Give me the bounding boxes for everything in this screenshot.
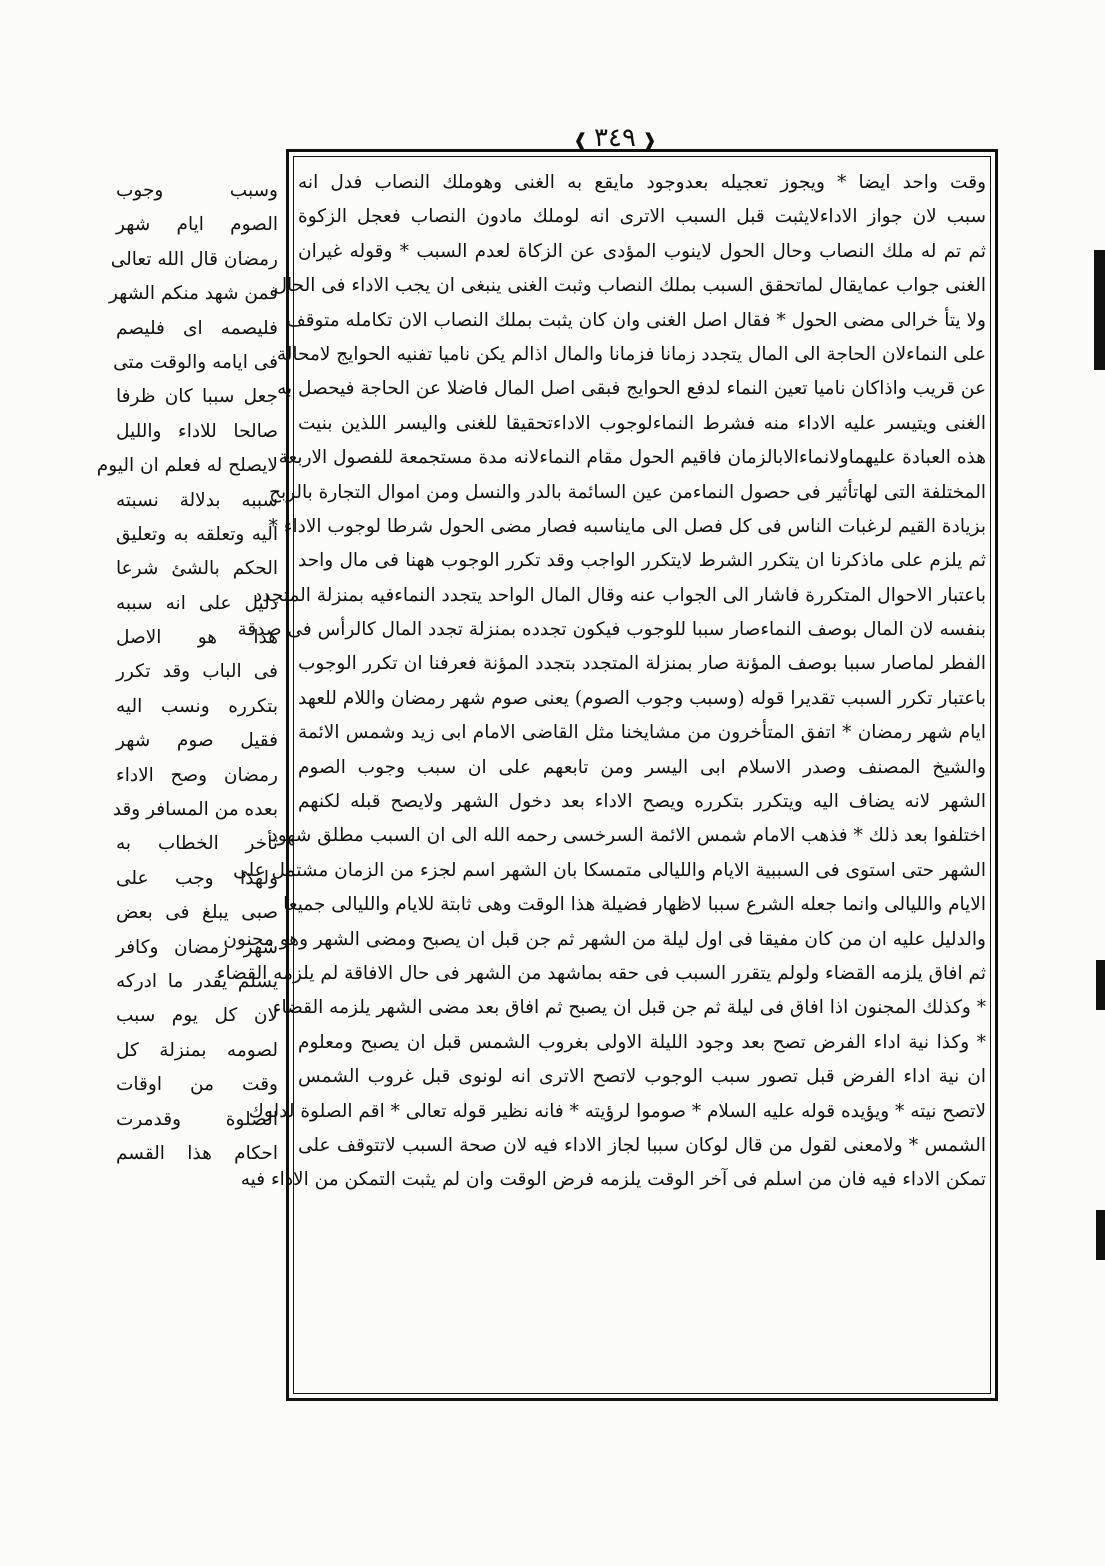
main-text-line: الشهر حتى استوى فى السببية الايام والليالى متمسكا بان الشهر اسم لجزء من الزمان مشتمل على [233, 859, 986, 881]
margin-text-line: دليل على انه سببه [116, 592, 278, 614]
main-text-line: بزيادة القيم لرغبات الناس فى كل فصل الى مايناسبه فصار مضى الحول شرطا لوجوب الاداء * [268, 515, 986, 537]
main-text-line: عن قريب واذاكان ناميا تعين النماء لدفع الحوايج فبقى اصل المال فاضلا عن الحاجة فيحصل به [277, 378, 986, 400]
main-text-line: وقت واحد ايضا * ويجوز تعجيله بعدوجود مايقع به الغنى وهوملك النصاب فدل انه [298, 172, 986, 193]
main-text-line: ثم افاق يلزمه القضاء ولولم يتقرر السبب فى حقه بماشهد من الشهر فى حال الافاقة لم يلزمه القضاء [216, 962, 986, 984]
main-text-line: باعتبار الاحوال المتكررة فاشار الى الجواب عنه وقال المال الواحد يتجدد النماءفيه بمنزلة المتجدد [253, 584, 986, 606]
ornament-right: ❱ [641, 130, 658, 151]
margin-text-line: فى ايامه والوقت متى [113, 351, 278, 373]
edge-mark-middle [1096, 960, 1105, 1010]
main-text-line: الايام والليالى وانما جعله الشرع سببا لاظهار فضيلة هذا الوقت وهى ثابتة للايام والليالى جميعا [283, 894, 986, 916]
main-text-block [216, 166, 987, 1396]
main-text-line: * وكذلك المجنون اذا افاق فى ليلة ثم جن قبل ان يصبح ثم افاق بعد مضى الشهر يلزمه القضاء [272, 997, 986, 1019]
margin-text-line: وقت من اوقات [116, 1074, 278, 1096]
edge-mark-bottom [1096, 1210, 1105, 1260]
margin-text-line: صبى يبلغ فى بعض [116, 902, 278, 924]
main-text-line: الفطر لماصار سببا بوصف المؤنة صار بمنزلة المتجدد بتجدد المؤنة فعرفنا ان تكرر الوجوب [298, 653, 986, 675]
main-text-line: * وكذا نية اداء الفرض تصح بعد وجود الليلة الاولى بغروب الشمس قبل ان يصبح ومعلوم [298, 1031, 986, 1053]
margin-text-line: جعل سببا كان ظرفا [116, 386, 278, 408]
main-text-line: اختلفوا بعد ذلك * فذهب الامام شمس الائمة السرخسى رحمه الله الى ان السبب مطلق شهود [269, 825, 986, 847]
page-number-text: ٣٤٩ [594, 123, 636, 153]
main-text-line: والشيخ المصنف وصدر الاسلام ابى اليسر ومن تابعهم على ان سبب وجوب الصوم [298, 756, 986, 778]
margin-text-line: يسلم يقدر ما ادركه [116, 970, 278, 992]
margin-commentary [96, 174, 278, 1374]
main-text-line: ثم يلزم على ماذكرنا ان يتكرر الشرط لايتكرر الواجب وقد تكرر الوجوب ههنا فى مال واحد [298, 550, 986, 572]
ornament-left: ❰ [572, 130, 589, 151]
margin-text-line: فقيل صوم شهر [116, 730, 278, 752]
main-text-line: الغنى ويتيسر عليه الاداء منه فشرط النماءلوجوب الاداءتحقيقا للغنى واليسر اللذين بنيت [298, 412, 986, 434]
main-text-line: سبب لان جواز الاداءلايثبت قبل السبب الاترى انه لوملك مادون النصاب فعجل الزكوة [298, 206, 986, 228]
main-text-line: بنفسه لان المال بوصف النماءصار سببا للوجوب فيكون تجدده بمنزلة تجدد المال كالرأس فى صدقة [237, 619, 986, 641]
margin-text-line: فى الباب وقد تكرر [116, 661, 278, 683]
margin-text-line: فليصمه اى فليصم [116, 317, 278, 339]
main-text-line: لاتصح نيته * ويؤيده قوله عليه السلام * صوموا لرؤيته * فانه نظير قوله تعالى * اقم الصلوة لدلوك [248, 1100, 986, 1122]
margin-text-line: ولهذا وجب على [116, 867, 278, 889]
main-text-line: الشمس * ولامعنى لقول من قال لوكان سببا لجاز الاداء فيه لان صحة السبب لاتتوقف على [298, 1134, 987, 1156]
margin-text-line: سببه بدلالة نسبته [116, 489, 278, 511]
margin-text-line: لصومه بمنزلة كل [116, 1039, 278, 1061]
margin-text-line: شهر رمضان وكافر [116, 936, 278, 958]
margin-text-line: الحكم بالشئ شرعا [116, 558, 278, 580]
main-text-line: باعتبار تكرر السبب تقديرا قوله (وسبب وجوب الصوم) يعنى صوم شهر رمضان واللام للعهد [298, 687, 986, 709]
main-text-line: على النماءلان الحاجة الى المال يتجدد زمانا فزمانا والمال اذالم يكن ناميا تفنيه الحوايج لامحالة [276, 343, 986, 365]
margin-text-line: رمضان قال الله تعالى [110, 248, 278, 270]
margin-text-line: فمن شهد منكم الشهر [108, 283, 278, 305]
margin-text-line: احكام هذا القسم [116, 1142, 278, 1164]
main-text-line: الغنى جواب عمايقال لماتحقق السبب بملك النصاب وثبت الغنى ينبغى ان يجب الاداء فى الحال [273, 275, 986, 297]
margin-text-line: وسبب وجوب [116, 180, 278, 201]
main-text-line: ايام شهر رمضان * اتفق المتأخرون من مشايخنا مثل القاضى الامام ابى زيد وشمس الائمة [298, 722, 986, 744]
main-text-line: ان نية اداء الفرض قبل تصور سبب الوجوب لاتصح الاترى انه لونوى قبل غروب الشمس [298, 1066, 986, 1088]
margin-text-line: بعده من المسافر وقد [112, 799, 278, 821]
margin-text-line: صالحا للاداء والليل [116, 420, 278, 442]
main-text-line: ولا يتأ خرالى مضى الحول * فقال اصل الغنى وان كان يثبت بملك النصاب الان تكامله متوقف [286, 309, 986, 331]
main-text-line: تمكن الاداء فيه فان من اسلم فى آخر الوقت يلزمه فرض الوقت وان لم يثبت التمكن من الاداء فيه [240, 1169, 986, 1191]
margin-text-line: الصلوة وقدمرت [116, 1108, 278, 1130]
main-text-line: ثم تم له ملك النصاب وحال الحول لاينوب المؤدى عن الزكاة لعدم السبب * وقوله غيران [298, 240, 986, 262]
main-text-line: المختلفة التى لهاتأثير فى حصول النماءمن عين السائمة بالدر والنسل ومن اموال التجارة بالربح [269, 481, 986, 503]
margin-text-line: رمضان وصح الاداء [116, 764, 278, 786]
main-text-line: والدليل عليه ان من كان مفيقا فى اول ليلة من الشهر ثم جن قبل ان يصبح ومضى الشهر وهو مجنون [223, 928, 986, 950]
margin-text-line: لان كل يوم سبب [116, 1005, 278, 1027]
margin-text-line: لايصلح له فعلم ان اليوم [96, 455, 278, 477]
main-text-line: الشهر لانه يضاف اليه ويتكرر بتكرره ويصح الاداء بعد دخول الشهر ولايصح قبله لكنهم [298, 791, 986, 813]
margin-text-line: الصوم ايام شهر [116, 214, 278, 236]
margin-text-line: اليه وتعلقه به وتعليق [116, 523, 278, 545]
main-text-line: هذه العبادة عليهماولانماءالابالزمان فاقيم الحول مقام النماءلانه مدة مستجمعة للفصول الاربعة [278, 447, 986, 469]
margin-text-line: تأخر الخطاب به [116, 833, 278, 855]
edge-mark-top [1094, 250, 1105, 370]
margin-text-line: هذا هو الاصل [116, 627, 278, 649]
margin-text-line: بتكرره ونسب اليه [116, 695, 278, 717]
